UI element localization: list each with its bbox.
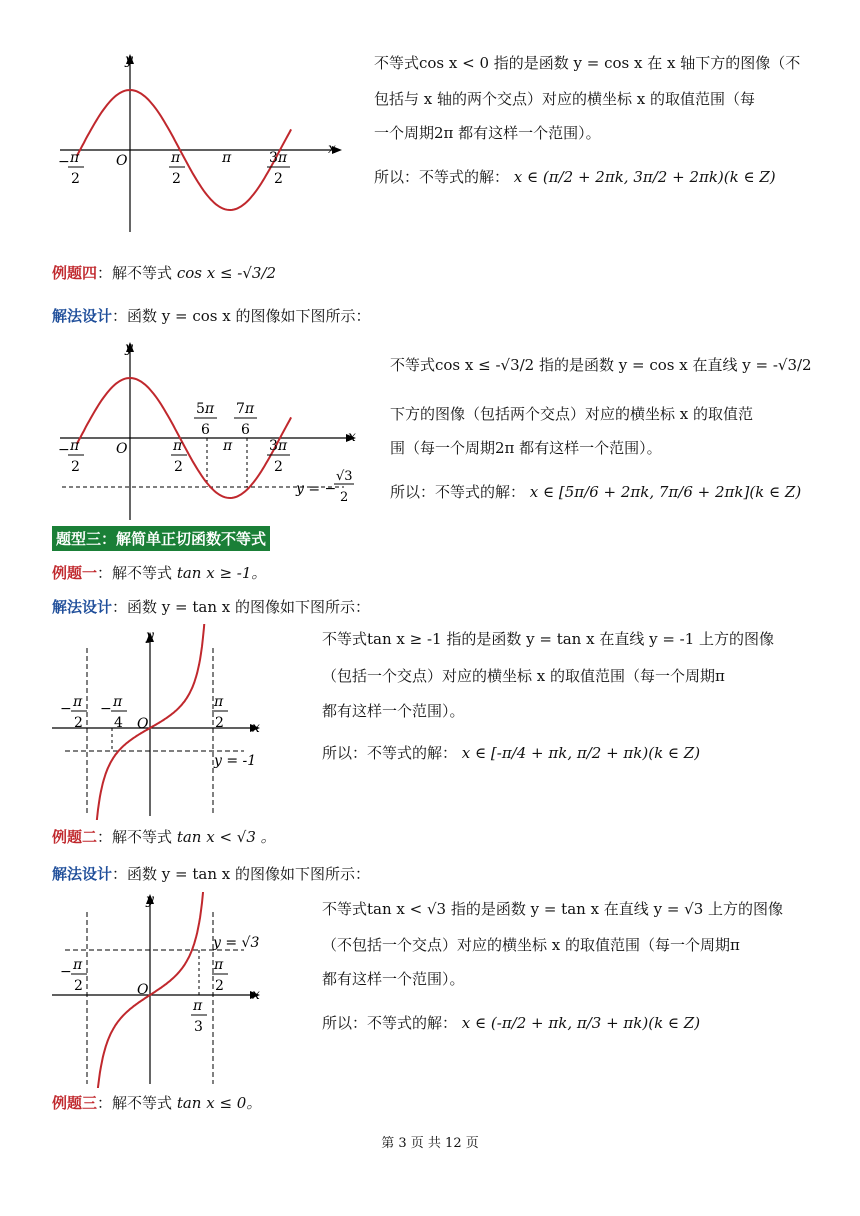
- section-banner: 题型三：解简单正切函数不等式: [52, 526, 270, 551]
- solution-prefix: 所以：不等式的解：: [322, 1014, 458, 1032]
- para1-line3: 一个周期2π 都有这样一个范围）。: [374, 124, 601, 142]
- design2-line: [52, 596, 370, 618]
- origin-label: O: [116, 153, 128, 169]
- para3-solution: [322, 742, 822, 764]
- axis-label-y: y: [146, 892, 154, 908]
- tick-neg-pi-2: −: [60, 964, 72, 980]
- tick-frac-num: π: [73, 694, 83, 710]
- line-label-den: 2: [340, 490, 349, 505]
- graph-cos-1: [50, 50, 350, 235]
- tick-frac-den: 6: [241, 422, 250, 438]
- ex3-label: 例题三: [52, 1094, 98, 1112]
- design1-line: [52, 305, 371, 327]
- graph-tan-1: [50, 624, 290, 820]
- tick-neg-pi-2: −: [60, 701, 72, 717]
- graph-tan-2: [50, 892, 290, 1088]
- tick-frac-num: π: [113, 694, 123, 710]
- tick-frac-den: 2: [172, 171, 181, 187]
- tick-frac-num: π: [70, 438, 80, 454]
- axis-label-y: y: [125, 52, 133, 68]
- design3-text: ：函数 y = tan x 的图像如下图所示：: [112, 865, 370, 883]
- design1-label: 解法设计: [52, 307, 113, 325]
- tick-neg-pi-4: −: [100, 701, 112, 717]
- tick-7pi-6: 7π: [236, 401, 255, 417]
- tick-pi-2: π: [173, 438, 183, 454]
- example4-text: ：解不等式: [97, 264, 173, 282]
- line-label: y = -1: [214, 753, 257, 769]
- tick-neg-pi-2: −: [58, 154, 70, 170]
- axis-label-x: x: [252, 720, 260, 736]
- para3-line2: （包括一个交点）对应的横坐标 x 的取值范围（每一个周期π: [322, 667, 725, 685]
- tick-3pi-2: 3π: [269, 438, 288, 454]
- tick-frac-den: 2: [74, 715, 83, 731]
- example4-expr: cos x ≤ -√3/2: [176, 264, 277, 282]
- tick-pi: π: [223, 438, 233, 454]
- design3-line: [52, 863, 370, 885]
- tick-frac-den: 3: [194, 1019, 203, 1035]
- ex2-line: [52, 826, 276, 848]
- para2-line3: 围（每一个周期2π 都有这样一个范围）。: [390, 439, 662, 457]
- page-footer: 第 3 页 共 12 页: [381, 1136, 479, 1151]
- tick-frac-den: 2: [274, 171, 283, 187]
- para4-line2: （不包括一个交点）对应的横坐标 x 的取值范围（每一个周期π: [322, 936, 740, 954]
- tick-frac-den: 2: [215, 978, 224, 994]
- solution-prefix: 所以：不等式的解：: [374, 168, 510, 186]
- tick-frac-den: 6: [201, 422, 210, 438]
- para1-solution: [374, 166, 834, 188]
- solution-expr: x ∈ (π/2 + 2πk, 3π/2 + 2πk)(k ∈ Z): [513, 168, 776, 186]
- para4-line3: 都有这样一个范围）。: [322, 970, 465, 988]
- ex1-expr: tan x ≥ -1。: [176, 564, 267, 582]
- solution-expr: x ∈ [-π/4 + πk, π/2 + πk)(k ∈ Z): [461, 744, 701, 762]
- ex3-line: [52, 1092, 261, 1114]
- solution-expr: x ∈ [5π/6 + 2πk, 7π/6 + 2πk](k ∈ Z): [529, 483, 802, 501]
- ex1-text: ：解不等式: [97, 564, 173, 582]
- line-label-num: √3: [336, 469, 353, 484]
- ex3-expr: tan x ≤ 0。: [176, 1094, 262, 1112]
- tick-5pi-6: 5π: [196, 401, 215, 417]
- para3-line1: 不等式tan x ≥ -1 指的是函数 y = tan x 在直线 y = -1 上方的图像: [322, 630, 775, 648]
- axis-label-x: x: [252, 987, 260, 1003]
- ex2-text: ：解不等式: [97, 828, 173, 846]
- solution-prefix: 所以：不等式的解：: [390, 483, 526, 501]
- para4-solution: [322, 1012, 822, 1034]
- para1-line2: 包括与 x 轴的两个交点）对应的横坐标 x 的取值范围（每: [374, 90, 755, 108]
- tick-frac-den: 2: [274, 459, 283, 475]
- design2-label: 解法设计: [52, 598, 113, 616]
- axis-label-x: x: [328, 141, 336, 157]
- ex3-text: ：解不等式: [97, 1094, 173, 1112]
- origin-label: O: [137, 982, 149, 998]
- ex1-label: 例题一: [52, 564, 98, 582]
- graph-cos-2: [50, 338, 370, 523]
- para1-line1: 不等式cos x < 0 指的是函数 y = cos x 在 x 轴下方的图像（不: [374, 54, 801, 72]
- tick-neg-pi-2: −: [58, 442, 70, 458]
- design3-label: 解法设计: [52, 865, 113, 883]
- line-label: y = √3: [213, 935, 260, 951]
- axis-label-y: y: [125, 340, 133, 356]
- tick-frac-den: 2: [215, 715, 224, 731]
- ex2-expr: tan x < √3 。: [176, 828, 276, 846]
- solution-prefix: 所以：不等式的解：: [322, 744, 458, 762]
- tick-frac-num: π: [73, 957, 83, 973]
- example4-line: [52, 262, 276, 284]
- tick-3pi-2: 3π: [269, 150, 288, 166]
- para2-line1: 不等式cos x ≤ -√3/2 指的是函数 y = cos x 在直线 y = -√3/2: [390, 356, 812, 374]
- origin-label: O: [116, 441, 128, 457]
- tick-frac-den: 2: [71, 459, 80, 475]
- example4-label: 例题四: [52, 264, 98, 282]
- tick-frac-num: π: [70, 150, 80, 166]
- tick-frac-den: 2: [74, 978, 83, 994]
- origin-label: O: [137, 716, 149, 732]
- tick-pi-3: π: [193, 998, 203, 1014]
- design1-text: ：函数 y = cos x 的图像如下图所示：: [112, 307, 371, 325]
- axis-label-y: y: [146, 628, 154, 644]
- ex1-line: [52, 562, 266, 584]
- para2-line2: 下方的图像（包括两个交点）对应的横坐标 x 的取值范: [390, 405, 753, 423]
- tick-pi: π: [222, 150, 232, 166]
- tick-frac-den: 4: [114, 715, 123, 731]
- para4-line1: 不等式tan x < √3 指的是函数 y = tan x 在直线 y = √3 上方的图像: [322, 900, 784, 918]
- tick-pi-2: π: [171, 150, 181, 166]
- tick-frac-den: 2: [174, 459, 183, 475]
- ex2-label: 例题二: [52, 828, 98, 846]
- tick-pi-2: π: [214, 694, 224, 710]
- para2-solution: [390, 481, 830, 503]
- tick-pi-2: π: [214, 957, 224, 973]
- tick-frac-den: 2: [71, 171, 80, 187]
- design2-text: ：函数 y = tan x 的图像如下图所示：: [112, 598, 370, 616]
- line-label: y = −: [296, 481, 337, 497]
- axis-label-x: x: [348, 429, 356, 445]
- solution-expr: x ∈ (-π/2 + πk, π/3 + πk)(k ∈ Z): [461, 1014, 701, 1032]
- para3-line3: 都有这样一个范围）。: [322, 702, 465, 720]
